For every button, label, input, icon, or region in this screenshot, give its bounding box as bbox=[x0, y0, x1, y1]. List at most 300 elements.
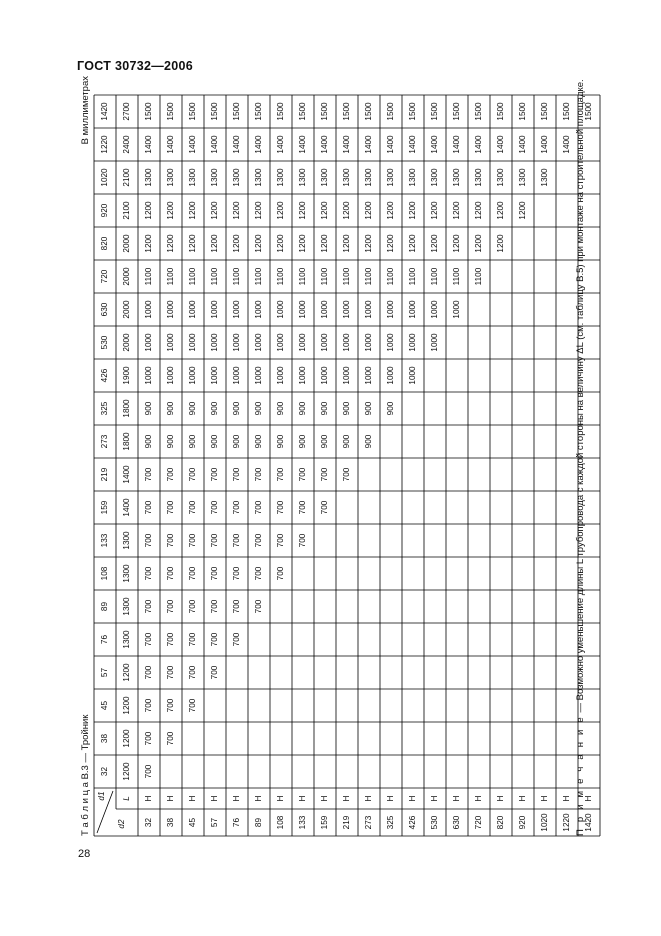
table-cell: 1400 bbox=[540, 135, 550, 154]
table-cell: 1500 bbox=[320, 102, 330, 121]
table-cell: 1100 bbox=[474, 267, 484, 286]
table-cell: 900 bbox=[342, 401, 352, 416]
table-cell: 700 bbox=[320, 500, 330, 515]
row-d2-cell: 720 bbox=[474, 815, 484, 830]
table-cell: 900 bbox=[298, 401, 308, 416]
table-cell: 1400 bbox=[210, 135, 220, 154]
table-cell: 1100 bbox=[276, 267, 286, 286]
table-cell: 700 bbox=[320, 467, 330, 482]
table-cell: 1000 bbox=[298, 366, 308, 385]
table-cell: 900 bbox=[188, 401, 198, 416]
h-header-cell: 2000 bbox=[122, 333, 132, 352]
table-cell: 1500 bbox=[518, 102, 528, 121]
table-cell: 1000 bbox=[342, 333, 352, 352]
table-cell: 1200 bbox=[232, 234, 242, 253]
row-type-cell: Н bbox=[562, 795, 572, 802]
h-header-cell: 1200 bbox=[122, 762, 132, 781]
table-cell: 1300 bbox=[298, 168, 308, 187]
table-cell: 1500 bbox=[210, 102, 220, 121]
table-cell: 700 bbox=[210, 566, 220, 581]
table-cell: 1200 bbox=[188, 234, 198, 253]
table-cell: 1400 bbox=[188, 135, 198, 154]
table-cell: 1400 bbox=[430, 135, 440, 154]
table-cell: 1100 bbox=[342, 267, 352, 286]
table-cell: 1300 bbox=[540, 168, 550, 187]
row-type-cell: Н bbox=[166, 795, 176, 802]
table-cell: 1100 bbox=[386, 267, 396, 286]
d1-header-cell: 1220 bbox=[100, 135, 110, 154]
table-cell: 700 bbox=[232, 467, 242, 482]
table-cell: 1100 bbox=[364, 267, 374, 286]
table-cell: 700 bbox=[188, 500, 198, 515]
table-cell: 900 bbox=[320, 401, 330, 416]
table-cell: 700 bbox=[298, 533, 308, 548]
table-cell: 1400 bbox=[276, 135, 286, 154]
table-cell: 1200 bbox=[254, 201, 264, 220]
h-header-cell: 1800 bbox=[122, 432, 132, 451]
row-d2-cell: 530 bbox=[430, 815, 440, 830]
row-type-cell: Н bbox=[364, 795, 374, 802]
row-d2-cell: 108 bbox=[276, 815, 286, 830]
table-cell: 1500 bbox=[232, 102, 242, 121]
length-label: L bbox=[122, 796, 132, 801]
table-cell: 700 bbox=[166, 500, 176, 515]
h-header-cell: 2000 bbox=[122, 234, 132, 253]
table-cell: 1300 bbox=[430, 168, 440, 187]
table-cell: 1200 bbox=[474, 201, 484, 220]
table-cell: 700 bbox=[276, 566, 286, 581]
d1-header-cell: 820 bbox=[100, 236, 110, 251]
table-cell: 1300 bbox=[518, 168, 528, 187]
table-cell: 1300 bbox=[188, 168, 198, 187]
table-cell: 1200 bbox=[430, 201, 440, 220]
table-cell: 900 bbox=[166, 434, 176, 449]
table-cell: 1100 bbox=[254, 267, 264, 286]
table-cell: 1000 bbox=[386, 300, 396, 319]
table-cell: 1300 bbox=[496, 168, 506, 187]
h-header-cell: 1300 bbox=[122, 597, 132, 616]
d1-header-cell: 159 bbox=[100, 500, 110, 515]
table-cell: 900 bbox=[232, 434, 242, 449]
table-cell: 900 bbox=[144, 434, 154, 449]
table-cell: 700 bbox=[232, 566, 242, 581]
table-cell: 700 bbox=[188, 533, 198, 548]
table-cell: 1200 bbox=[430, 234, 440, 253]
table-cell: 1400 bbox=[166, 135, 176, 154]
d1-header-cell: 38 bbox=[100, 733, 110, 744]
table-cell: 1300 bbox=[166, 168, 176, 187]
table-cell: 1200 bbox=[452, 234, 462, 253]
document-header: ГОСТ 30732—2006 bbox=[77, 59, 194, 73]
h-header-cell: 1200 bbox=[122, 729, 132, 748]
table-cell: 1400 bbox=[386, 135, 396, 154]
table-cell: 1000 bbox=[232, 300, 242, 319]
table-cell: 700 bbox=[210, 599, 220, 614]
table-cell: 700 bbox=[232, 533, 242, 548]
table-cell: 1000 bbox=[364, 366, 374, 385]
row-type-cell: Н bbox=[518, 795, 528, 802]
table-cell: 1500 bbox=[254, 102, 264, 121]
table-cell: 700 bbox=[276, 467, 286, 482]
table-cell: 1200 bbox=[496, 234, 506, 253]
table-cell: 700 bbox=[254, 467, 264, 482]
table-cell: 1000 bbox=[254, 366, 264, 385]
table-cell: 700 bbox=[276, 533, 286, 548]
note-label: П р и м е ч а н и е bbox=[575, 715, 586, 836]
table-cell: 1000 bbox=[144, 366, 154, 385]
table-cell: 1000 bbox=[430, 333, 440, 352]
table-cell: 1300 bbox=[386, 168, 396, 187]
row-d2-cell: 219 bbox=[342, 815, 352, 830]
table-cell: 1000 bbox=[188, 300, 198, 319]
table-cell: 1000 bbox=[386, 366, 396, 385]
table-cell: 700 bbox=[298, 467, 308, 482]
table-cell: 1200 bbox=[452, 201, 462, 220]
table-cell: 1200 bbox=[188, 201, 198, 220]
corner-label-d1: d1 bbox=[97, 791, 107, 801]
d1-header-cell: 630 bbox=[100, 302, 110, 317]
table-cell: 1300 bbox=[276, 168, 286, 187]
table-cell: 700 bbox=[166, 731, 176, 746]
table-cell: 900 bbox=[386, 401, 396, 416]
table-cell: 700 bbox=[254, 500, 264, 515]
row-d2-cell: 426 bbox=[408, 815, 418, 830]
table-cell: 1200 bbox=[474, 234, 484, 253]
row-d2-cell: 38 bbox=[166, 817, 176, 828]
table-cell: 1400 bbox=[408, 135, 418, 154]
table-cell: 700 bbox=[144, 599, 154, 614]
table-cell: 1400 bbox=[144, 135, 154, 154]
row-d2-cell: 1020 bbox=[540, 813, 550, 832]
table-cell: 1200 bbox=[320, 201, 330, 220]
table-cell: 1000 bbox=[254, 300, 264, 319]
table-cell: 1000 bbox=[210, 366, 220, 385]
d1-header-cell: 32 bbox=[100, 766, 110, 777]
table-cell: 700 bbox=[144, 533, 154, 548]
table-cell: 700 bbox=[144, 731, 154, 746]
h-header-cell: 2000 bbox=[122, 267, 132, 286]
table-cell: 1400 bbox=[518, 135, 528, 154]
d1-header-cell: 45 bbox=[100, 700, 110, 711]
table-cell: 1200 bbox=[166, 234, 176, 253]
row-d2-cell: 325 bbox=[386, 815, 396, 830]
h-header-cell: 1300 bbox=[122, 564, 132, 583]
row-type-cell: Н bbox=[474, 795, 484, 802]
table-cell: 1000 bbox=[232, 333, 242, 352]
row-d2-cell: 820 bbox=[496, 815, 506, 830]
table-cell: 700 bbox=[166, 632, 176, 647]
table-cell: 1100 bbox=[320, 267, 330, 286]
table-cell: 1000 bbox=[320, 366, 330, 385]
table-cell: 1200 bbox=[364, 234, 374, 253]
row-type-cell: Н bbox=[188, 795, 198, 802]
table-cell: 700 bbox=[166, 665, 176, 680]
table-cell: 1100 bbox=[452, 267, 462, 286]
table-cell: 1300 bbox=[144, 168, 154, 187]
table-cell: 1400 bbox=[342, 135, 352, 154]
d1-header-cell: 325 bbox=[100, 401, 110, 416]
table-cell: 1200 bbox=[254, 234, 264, 253]
table-cell: 1000 bbox=[386, 333, 396, 352]
row-d2-cell: 45 bbox=[188, 817, 198, 828]
table-cell: 1500 bbox=[474, 102, 484, 121]
table-cell: 1500 bbox=[342, 102, 352, 121]
table-cell: 1200 bbox=[298, 234, 308, 253]
d1-header-cell: 76 bbox=[100, 634, 110, 645]
table-cell: 700 bbox=[166, 566, 176, 581]
table-cell: 1400 bbox=[364, 135, 374, 154]
table-cell: 1200 bbox=[210, 201, 220, 220]
corner-label-d2: d2 bbox=[117, 819, 127, 829]
table-cell: 900 bbox=[188, 434, 198, 449]
table-cell: 1000 bbox=[144, 333, 154, 352]
h-header-cell: 1800 bbox=[122, 399, 132, 418]
page-number: 28 bbox=[78, 848, 91, 860]
table-cell: 1200 bbox=[210, 234, 220, 253]
row-type-cell: Н bbox=[342, 795, 352, 802]
table-cell: 1000 bbox=[408, 366, 418, 385]
table-cell: 700 bbox=[210, 533, 220, 548]
table-cell: 1400 bbox=[452, 135, 462, 154]
table-cell: 700 bbox=[232, 500, 242, 515]
table-cell: 700 bbox=[276, 500, 286, 515]
table-cell: 1000 bbox=[210, 300, 220, 319]
table-cell: 1500 bbox=[166, 102, 176, 121]
row-type-cell: Н bbox=[232, 795, 242, 802]
row-type-cell: Н bbox=[276, 795, 286, 802]
table-cell: 700 bbox=[210, 665, 220, 680]
table-cell: 1300 bbox=[254, 168, 264, 187]
table-cell: 1200 bbox=[364, 201, 374, 220]
row-d2-cell: 1420 bbox=[584, 813, 594, 832]
table-cell: 1200 bbox=[386, 234, 396, 253]
table-cell: 700 bbox=[210, 500, 220, 515]
table-cell: 1000 bbox=[408, 300, 418, 319]
table-cell: 900 bbox=[232, 401, 242, 416]
table-cell: 1500 bbox=[496, 102, 506, 121]
row-d2-cell: 1220 bbox=[562, 813, 572, 832]
table-cell: 1200 bbox=[342, 234, 352, 253]
table-cell: 700 bbox=[144, 467, 154, 482]
table-cell: 1000 bbox=[430, 300, 440, 319]
table-cell: 700 bbox=[298, 500, 308, 515]
table-cell: 700 bbox=[254, 533, 264, 548]
table-cell: 1000 bbox=[342, 300, 352, 319]
row-type-cell: Н bbox=[430, 795, 440, 802]
row-type-cell: Н bbox=[540, 795, 550, 802]
table-cell: 1500 bbox=[430, 102, 440, 121]
table-cell: 1500 bbox=[364, 102, 374, 121]
table-cell: 1200 bbox=[144, 201, 154, 220]
table-cell: 1300 bbox=[452, 168, 462, 187]
table-cell: 1100 bbox=[430, 267, 440, 286]
h-header-cell: 1400 bbox=[122, 465, 132, 484]
table-cell: 700 bbox=[144, 764, 154, 779]
table-cell: 1200 bbox=[342, 201, 352, 220]
d1-header-cell: 426 bbox=[100, 368, 110, 383]
row-type-cell: Н bbox=[320, 795, 330, 802]
table-cell: 1000 bbox=[298, 333, 308, 352]
table-cell: 1200 bbox=[386, 201, 396, 220]
table-cell: 700 bbox=[188, 665, 198, 680]
table-cell: 700 bbox=[254, 599, 264, 614]
table-cell: 1200 bbox=[276, 201, 286, 220]
table-cell: 700 bbox=[232, 599, 242, 614]
table-cell: 1000 bbox=[232, 366, 242, 385]
row-d2-cell: 76 bbox=[232, 817, 242, 828]
table-cell: 1000 bbox=[276, 300, 286, 319]
table-cell: 700 bbox=[188, 599, 198, 614]
table-cell: 1500 bbox=[584, 102, 594, 121]
h-header-cell: 1900 bbox=[122, 366, 132, 385]
table-cell: 1000 bbox=[188, 366, 198, 385]
table-cell: 700 bbox=[188, 467, 198, 482]
table-cell: 1100 bbox=[232, 267, 242, 286]
row-type-cell: Н bbox=[584, 795, 594, 802]
table-cell: 1400 bbox=[320, 135, 330, 154]
row-d2-cell: 273 bbox=[364, 815, 374, 830]
table-cell: 1500 bbox=[408, 102, 418, 121]
row-type-cell: Н bbox=[408, 795, 418, 802]
units-label: В миллиметрах bbox=[80, 76, 91, 145]
table-cell: 700 bbox=[254, 566, 264, 581]
table-cell: 1400 bbox=[496, 135, 506, 154]
h-header-cell: 2700 bbox=[122, 102, 132, 121]
table-cell: 1500 bbox=[386, 102, 396, 121]
table-cell: 1000 bbox=[166, 333, 176, 352]
table-cell: 1500 bbox=[188, 102, 198, 121]
table-cell: 900 bbox=[210, 434, 220, 449]
table-cell: 1000 bbox=[166, 300, 176, 319]
table-cell: 1400 bbox=[298, 135, 308, 154]
row-type-cell: Н bbox=[386, 795, 396, 802]
table-cell: 700 bbox=[188, 566, 198, 581]
rotated-table-area bbox=[80, 76, 605, 836]
table-cell: 1500 bbox=[298, 102, 308, 121]
table-cell: 700 bbox=[210, 467, 220, 482]
table-cell: 1100 bbox=[210, 267, 220, 286]
table-cell: 900 bbox=[210, 401, 220, 416]
row-d2-cell: 32 bbox=[144, 817, 154, 828]
d1-header-cell: 89 bbox=[100, 601, 110, 612]
table-cell: 1000 bbox=[210, 333, 220, 352]
d1-header-cell: 108 bbox=[100, 566, 110, 581]
table-cell: 900 bbox=[298, 434, 308, 449]
d1-header-cell: 133 bbox=[100, 533, 110, 548]
d1-header-cell: 219 bbox=[100, 467, 110, 482]
table-cell: 1100 bbox=[408, 267, 418, 286]
table-cell: 900 bbox=[276, 434, 286, 449]
h-header-cell: 1400 bbox=[122, 498, 132, 517]
table-cell: 1100 bbox=[188, 267, 198, 286]
table-cell: 1300 bbox=[364, 168, 374, 187]
d1-header-cell: 530 bbox=[100, 335, 110, 350]
row-type-cell: Н bbox=[452, 795, 462, 802]
table-cell: 700 bbox=[342, 467, 352, 482]
table-cell: 900 bbox=[254, 434, 264, 449]
table-cell: 1100 bbox=[144, 267, 154, 286]
table-cell: 1000 bbox=[320, 333, 330, 352]
table-cell: 700 bbox=[232, 632, 242, 647]
table-cell: 1300 bbox=[210, 168, 220, 187]
table-cell: 900 bbox=[166, 401, 176, 416]
table-cell: 1100 bbox=[298, 267, 308, 286]
table-cell: 1200 bbox=[408, 201, 418, 220]
table-cell: 1000 bbox=[166, 366, 176, 385]
table-cell: 900 bbox=[254, 401, 264, 416]
table-cell: 700 bbox=[188, 632, 198, 647]
table-cell: 900 bbox=[364, 434, 374, 449]
table-cell: 1200 bbox=[144, 234, 154, 253]
table-cell: 1300 bbox=[232, 168, 242, 187]
table-cell: 1200 bbox=[276, 234, 286, 253]
h-header-cell: 1200 bbox=[122, 663, 132, 682]
table-cell: 700 bbox=[166, 698, 176, 713]
table-cell: 700 bbox=[144, 566, 154, 581]
row-type-cell: Н bbox=[496, 795, 506, 802]
table-cell: 1000 bbox=[254, 333, 264, 352]
table-cell: 1000 bbox=[342, 366, 352, 385]
table-cell: 1500 bbox=[452, 102, 462, 121]
table-cell: 1000 bbox=[276, 333, 286, 352]
row-d2-cell: 159 bbox=[320, 815, 330, 830]
table-cell: 1500 bbox=[144, 102, 154, 121]
table-cell: 700 bbox=[144, 632, 154, 647]
h-header-cell: 1300 bbox=[122, 531, 132, 550]
d1-header-cell: 273 bbox=[100, 434, 110, 449]
table-cell: 900 bbox=[364, 401, 374, 416]
table-cell: 1500 bbox=[540, 102, 550, 121]
h-header-cell: 1300 bbox=[122, 630, 132, 649]
table-cell: 700 bbox=[144, 500, 154, 515]
table-cell: 700 bbox=[210, 632, 220, 647]
table-caption: Т а б л и ц а В.3 — Тройник bbox=[80, 714, 91, 836]
table-cell: 1000 bbox=[408, 333, 418, 352]
row-d2-cell: 630 bbox=[452, 815, 462, 830]
table-cell: 900 bbox=[144, 401, 154, 416]
table-cell: 900 bbox=[276, 401, 286, 416]
h-header-cell: 2100 bbox=[122, 168, 132, 187]
h-header-cell: 2100 bbox=[122, 201, 132, 220]
table-cell: 900 bbox=[342, 434, 352, 449]
row-type-cell: Н bbox=[254, 795, 264, 802]
table-cell: 1200 bbox=[166, 201, 176, 220]
table-cell: 1500 bbox=[562, 102, 572, 121]
row-d2-cell: 57 bbox=[210, 817, 220, 828]
table-cell: 700 bbox=[166, 599, 176, 614]
row-type-cell: Н bbox=[210, 795, 220, 802]
table-cell: 900 bbox=[320, 434, 330, 449]
table-cell: 700 bbox=[144, 665, 154, 680]
h-header-cell: 2400 bbox=[122, 135, 132, 154]
table-cell: 1200 bbox=[518, 201, 528, 220]
h-header-cell: 2000 bbox=[122, 300, 132, 319]
row-type-cell: Н bbox=[144, 795, 154, 802]
table-cell: 1000 bbox=[298, 300, 308, 319]
row-type-cell: Н bbox=[298, 795, 308, 802]
table-cell: 1000 bbox=[364, 333, 374, 352]
table-cell: 1200 bbox=[496, 201, 506, 220]
table-cell: 1000 bbox=[452, 300, 462, 319]
table-cell: 1300 bbox=[408, 168, 418, 187]
table-cell: 1300 bbox=[342, 168, 352, 187]
table-cell: 1400 bbox=[562, 135, 572, 154]
table-cell: 1000 bbox=[276, 366, 286, 385]
row-d2-cell: 89 bbox=[254, 817, 264, 828]
table-cell: 1300 bbox=[320, 168, 330, 187]
table-cell: 1100 bbox=[166, 267, 176, 286]
row-d2-cell: 133 bbox=[298, 815, 308, 830]
